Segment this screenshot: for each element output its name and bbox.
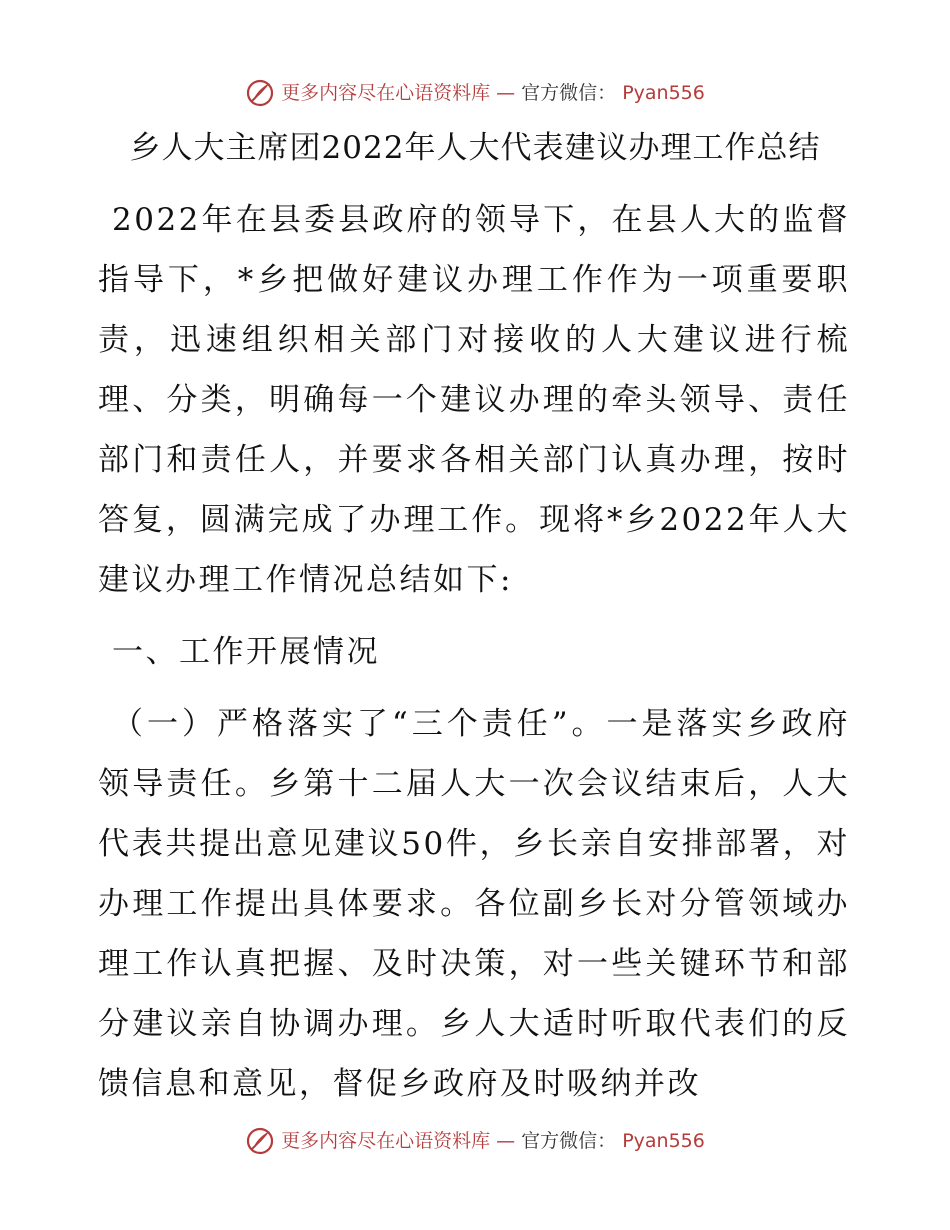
- quill-logo-icon: [245, 78, 275, 108]
- watermark-dash: —: [496, 1130, 516, 1152]
- watermark-lead-text: 更多内容尽在心语资料库: [281, 1130, 491, 1152]
- quill-logo-icon: [245, 1126, 275, 1156]
- paragraph-intro: 2022年在县委县政府的领导下，在县人大的监督指导下，*乡把做好建议办理工作作为一项重要职责，迅速组织相关部门对接收的人大建议进行梳理、分类，明确每一个建议办理的牵头领导、责任部门和责任人，并要求各相关部门认真办理，按时答复，圆满完成了办理工作。现将*乡2022年人大建议办理工作情况总结如下:: [98, 202, 850, 598]
- document-body: [98, 190, 850, 1126]
- watermark-wechat-id: Pyan556: [622, 82, 705, 104]
- watermark-wechat-id: Pyan556: [622, 1130, 705, 1152]
- watermark-dash: —: [496, 82, 516, 104]
- watermark-banner-bottom: [0, 1126, 950, 1156]
- section-heading: 一、工作开展情况: [112, 634, 380, 670]
- watermark-label: 官方微信：: [521, 82, 617, 104]
- watermark-lead-text: 更多内容尽在心语资料库: [281, 82, 491, 104]
- document-title: 乡人大主席团2022年人大代表建议办理工作总结: [129, 130, 821, 166]
- watermark-banner-top: [0, 78, 950, 108]
- watermark-label: 官方微信：: [521, 1130, 617, 1152]
- paragraph-responsibilities: （一）严格落实了“三个责任”。一是落实乡政府领导责任。乡第十二届人大一次会议结束后，人大代表共提出意见建议50件，乡长亲自安排部署，对办理工作提出具体要求。各位副乡长对分管领域办理工作认真把握、及时决策，对一些关键环节和部分建议亲自协调办理。乡人大适时听取代表们的反馈信息和意见，督促乡政府及时吸纳并改: [98, 706, 850, 1102]
